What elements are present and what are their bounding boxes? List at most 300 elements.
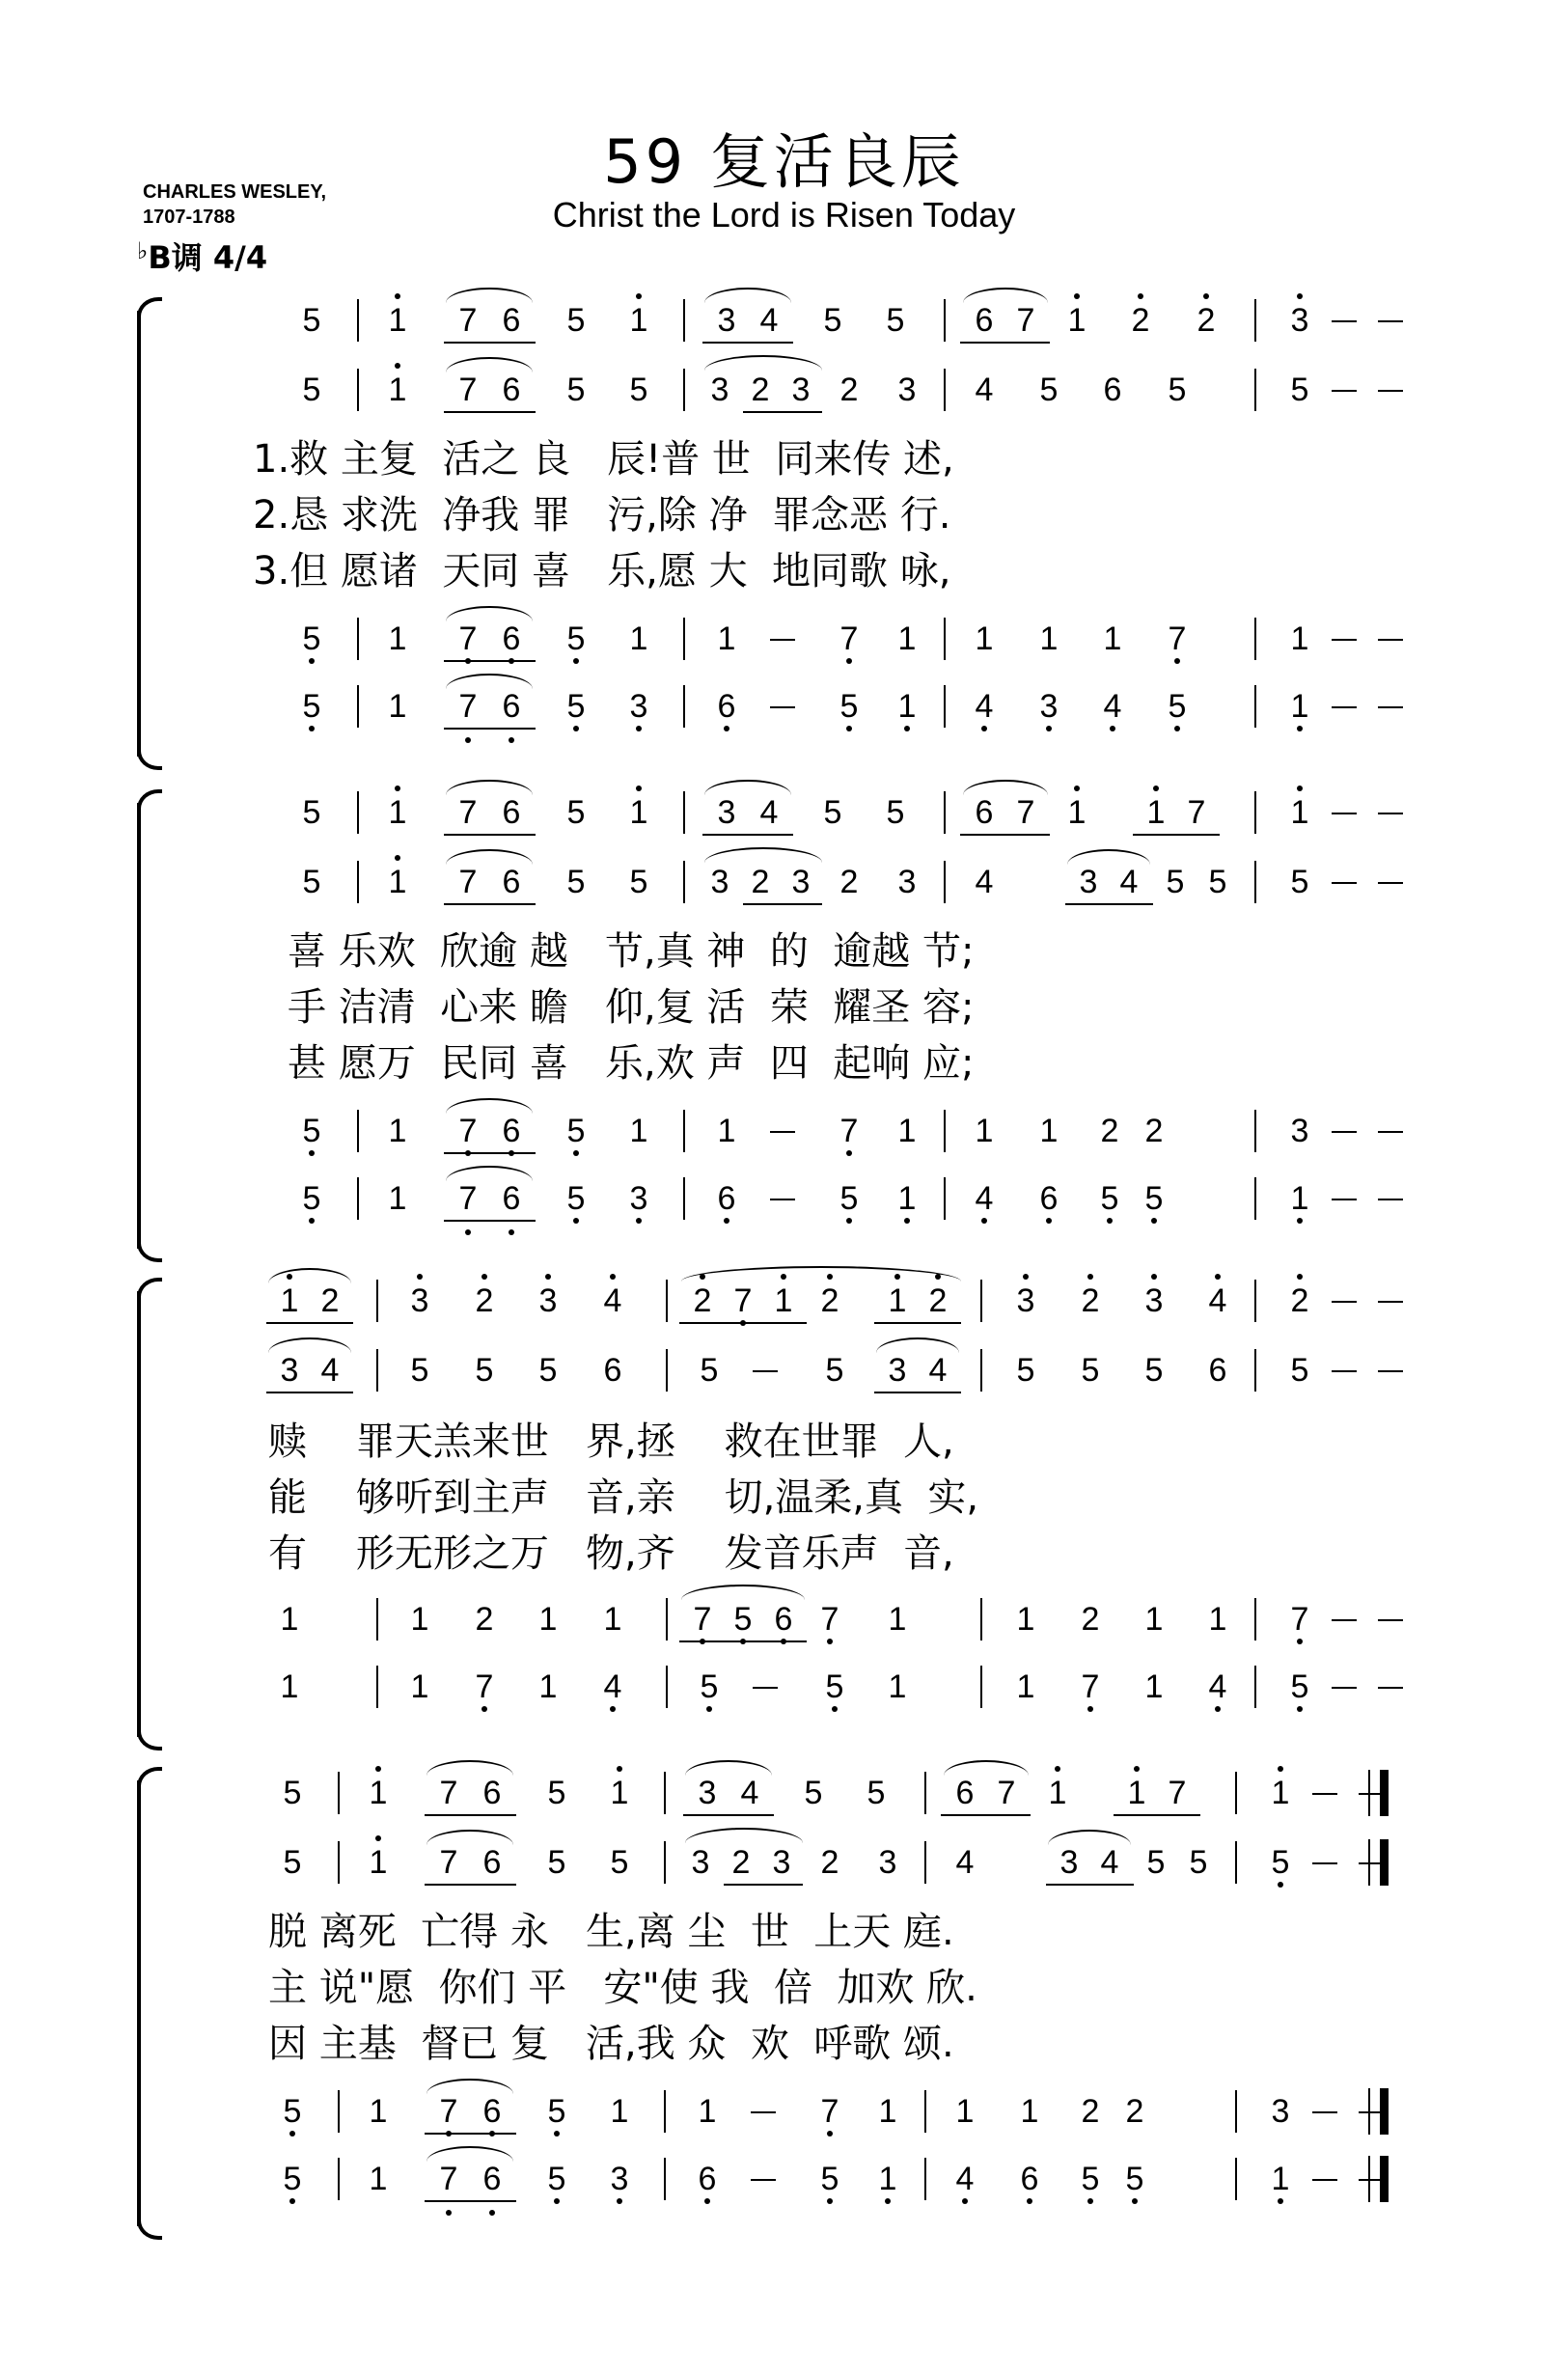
note-digit: 5 xyxy=(283,1775,302,1811)
slur xyxy=(704,847,822,863)
note-digit: 3 xyxy=(629,688,648,725)
note-digit: 3 xyxy=(791,372,811,408)
note-digit: 2 xyxy=(1125,2093,1144,2130)
note xyxy=(1002,301,1050,340)
note-digit: 2 xyxy=(820,1282,839,1319)
octave-down-dot xyxy=(446,2210,452,2216)
note xyxy=(373,371,422,409)
note xyxy=(883,1179,931,1218)
barline xyxy=(338,2158,340,2200)
note-digit: 6 xyxy=(1208,1352,1227,1389)
barline xyxy=(357,685,359,728)
note-digit: 7 xyxy=(458,1180,478,1217)
note-digit: 1 xyxy=(388,688,407,725)
note-digit: 1 xyxy=(897,620,917,657)
slur xyxy=(944,1760,1029,1776)
note-digit: 1 xyxy=(888,1282,907,1319)
note xyxy=(1153,371,1201,409)
note-digit: 3 xyxy=(610,2161,629,2197)
note-digit: 5 xyxy=(566,302,586,339)
barline xyxy=(944,861,946,903)
note xyxy=(552,863,600,901)
note-digit: 2 xyxy=(1081,1282,1100,1319)
octave-down-dot xyxy=(636,726,642,731)
sustain-dash xyxy=(753,1370,778,1372)
sustain-dash xyxy=(1312,1862,1337,1864)
note xyxy=(589,1282,637,1320)
note xyxy=(1066,2092,1114,2131)
note-digit: 6 xyxy=(1039,1180,1059,1217)
note xyxy=(1130,1668,1178,1706)
note-digit: 7 xyxy=(458,372,478,408)
octave-down-dot xyxy=(885,2198,891,2204)
note xyxy=(288,1179,336,1218)
final-barline-thick xyxy=(1380,1839,1389,1886)
sustain-dash xyxy=(1332,390,1357,392)
octave-down-dot xyxy=(1046,1218,1052,1224)
note-digit: 5 xyxy=(700,1668,719,1705)
slur xyxy=(426,2079,513,2094)
octave-down-dot xyxy=(509,1229,514,1235)
sustain-dash xyxy=(1378,1370,1403,1372)
note-digit: 7 xyxy=(820,2093,839,2130)
note-digit: 1 xyxy=(388,794,407,831)
note-digit: 5 xyxy=(1081,2161,1100,2197)
note xyxy=(354,2092,402,2131)
note-digit: 1 xyxy=(610,1775,629,1811)
note xyxy=(1053,793,1101,832)
note xyxy=(552,1179,600,1218)
note-digit: 5 xyxy=(1144,1180,1164,1217)
note xyxy=(615,687,663,726)
note xyxy=(1194,1351,1242,1390)
note xyxy=(468,1843,516,1882)
slur xyxy=(446,1098,533,1114)
note-digit: 1 xyxy=(1146,794,1166,831)
barline xyxy=(980,1598,982,1640)
sustain-dash xyxy=(1332,1687,1357,1689)
note xyxy=(1194,1668,1242,1706)
note-digit: 1 xyxy=(955,2093,975,2130)
lyric-line: 3.但 愿诸 天同 喜 乐,愿 大 地同歌 咏, xyxy=(253,549,951,593)
note xyxy=(1130,1351,1178,1390)
note-digit: 5 xyxy=(804,1775,823,1811)
slur xyxy=(426,1760,513,1776)
note-digit: 3 xyxy=(538,1282,558,1319)
note xyxy=(288,371,336,409)
note-digit: 5 xyxy=(302,302,321,339)
barline xyxy=(683,618,685,660)
slur xyxy=(681,1266,961,1282)
note-digit: 7 xyxy=(439,2093,458,2130)
octave-down-dot xyxy=(904,726,910,731)
note-digit: 6 xyxy=(603,1352,622,1389)
barline xyxy=(683,299,685,342)
beam-underline xyxy=(425,1814,516,1816)
note-digit: 1 xyxy=(1144,1668,1164,1705)
note-digit: 2 xyxy=(839,372,859,408)
octave-down-dot xyxy=(706,1706,712,1712)
note-digit: 1 xyxy=(774,1282,793,1319)
barline xyxy=(664,2090,666,2133)
octave-down-dot xyxy=(832,1706,838,1712)
note xyxy=(288,863,336,901)
note-digit: 5 xyxy=(1290,372,1309,408)
note-digit: 1 xyxy=(1290,620,1309,657)
note xyxy=(825,863,873,901)
barline xyxy=(944,1177,946,1220)
sustain-dash xyxy=(1332,882,1357,884)
author-name: CHARLES WESLEY, xyxy=(143,181,327,203)
octave-down-dot xyxy=(1278,1882,1283,1888)
note-digit: 5 xyxy=(1290,864,1309,900)
octave-down-dot xyxy=(1132,2198,1138,2204)
note-digit: 1 xyxy=(1067,302,1087,339)
beam-underline xyxy=(444,660,536,662)
slur xyxy=(446,1166,533,1181)
beam-underline xyxy=(425,2200,516,2202)
note-digit: 1 xyxy=(629,794,648,831)
note-digit: 5 xyxy=(302,688,321,725)
slur xyxy=(704,288,791,303)
note xyxy=(487,1179,536,1218)
note-digit: 1 xyxy=(280,1601,299,1638)
note-digit: 1 xyxy=(975,620,994,657)
lyric-line: 因 主基 督已 复 活,我 众 欢 呼歌 颂. xyxy=(268,2022,954,2066)
note-digit: 1 xyxy=(1067,794,1087,831)
note-digit: 3 xyxy=(1016,1282,1035,1319)
note-digit: 2 xyxy=(731,1844,751,1881)
note-digit: 5 xyxy=(700,1352,719,1389)
octave-down-dot xyxy=(1027,2198,1032,2204)
sustain-dash xyxy=(1378,390,1403,392)
note-digit: 3 xyxy=(1144,1282,1164,1319)
note xyxy=(1172,793,1221,832)
note-digit: 5 xyxy=(475,1352,494,1389)
slur xyxy=(1048,1830,1131,1845)
barline xyxy=(376,1666,378,1708)
octave-down-dot xyxy=(827,2198,833,2204)
octave-down-dot xyxy=(489,2210,495,2216)
note xyxy=(524,1282,572,1320)
note-digit: 5 xyxy=(283,2161,302,2197)
note xyxy=(425,2160,473,2198)
final-barline-thin xyxy=(1368,1839,1370,1886)
note xyxy=(487,371,536,409)
note xyxy=(960,687,1008,726)
note-digit: 2 xyxy=(1100,1113,1119,1149)
note xyxy=(1025,1112,1073,1150)
octave-up-dot xyxy=(395,786,400,791)
note xyxy=(1194,1282,1242,1320)
note xyxy=(268,1774,316,1812)
note xyxy=(589,1351,637,1390)
note xyxy=(1005,2092,1054,2131)
octave-up-dot xyxy=(1278,1766,1283,1772)
octave-down-dot xyxy=(704,2198,710,2204)
lyric-line: 2.恳 求洗 净我 罪 污,除 净 罪念恶 行. xyxy=(253,493,951,538)
note xyxy=(589,1600,637,1639)
note xyxy=(265,1668,314,1706)
note xyxy=(373,620,422,658)
beam-underline xyxy=(743,903,822,905)
barline xyxy=(357,791,359,834)
note-digit: 4 xyxy=(740,1775,759,1811)
note xyxy=(487,687,536,726)
note-digit: 6 xyxy=(502,688,521,725)
note xyxy=(487,793,536,832)
note-digit: 3 xyxy=(1290,302,1309,339)
note-digit: 5 xyxy=(1166,864,1185,900)
note-digit: 4 xyxy=(955,1844,975,1881)
note-digit: 7 xyxy=(439,1844,458,1881)
note xyxy=(460,1600,509,1639)
note xyxy=(1174,1843,1223,1882)
note-digit: 5 xyxy=(410,1352,429,1389)
barline xyxy=(944,791,946,834)
note-digit: 4 xyxy=(928,1352,948,1389)
note-digit: 1 xyxy=(629,620,648,657)
note xyxy=(552,301,600,340)
barline xyxy=(338,2090,340,2133)
note xyxy=(524,1351,572,1390)
note xyxy=(268,1843,316,1882)
note xyxy=(1276,1668,1324,1706)
note-digit: 1 xyxy=(280,1668,299,1705)
note xyxy=(1002,1668,1050,1706)
note-digit: 5 xyxy=(566,1113,586,1149)
note-digit: 6 xyxy=(774,1601,793,1638)
barline xyxy=(1235,1841,1237,1884)
note-digit: 3 xyxy=(691,1844,710,1881)
octave-up-dot xyxy=(395,363,400,369)
note xyxy=(1086,1179,1134,1218)
note xyxy=(1130,1600,1178,1639)
barline xyxy=(980,1349,982,1392)
sustain-dash xyxy=(753,1687,778,1689)
note-digit: 7 xyxy=(458,302,478,339)
note-digit: 4 xyxy=(1208,1668,1227,1705)
note-digit: 5 xyxy=(610,1844,629,1881)
barline xyxy=(683,1110,685,1152)
slur xyxy=(426,1830,513,1845)
barline xyxy=(376,1349,378,1392)
note-digit: 5 xyxy=(538,1352,558,1389)
note xyxy=(759,1282,808,1320)
note xyxy=(444,863,492,901)
note-digit: 5 xyxy=(1189,1844,1208,1881)
note-digit: 3 xyxy=(717,302,736,339)
note xyxy=(685,1668,733,1706)
note-digit: 3 xyxy=(717,794,736,831)
note xyxy=(1033,1774,1082,1812)
beam-underline xyxy=(1114,1814,1200,1816)
note-digit: 4 xyxy=(759,302,779,339)
note-digit: 5 xyxy=(839,688,859,725)
note-digit: 1 xyxy=(610,2093,629,2130)
note xyxy=(1130,1282,1178,1320)
note xyxy=(806,1843,854,1882)
barline xyxy=(980,1666,982,1708)
note-digit: 7 xyxy=(839,1113,859,1149)
note xyxy=(524,1668,572,1706)
barline xyxy=(683,791,685,834)
note xyxy=(1276,793,1324,832)
sustain-dash xyxy=(1312,2179,1337,2181)
slur xyxy=(704,355,822,371)
note xyxy=(1002,1282,1050,1320)
sustain-dash xyxy=(770,1199,795,1200)
octave-up-dot xyxy=(395,855,400,861)
lyric-line: 能 够听到主声 音,亲 切,温柔,真 实, xyxy=(268,1475,979,1520)
note xyxy=(444,620,492,658)
note-digit: 2 xyxy=(928,1282,948,1319)
note xyxy=(683,2092,731,2131)
note-digit: 6 xyxy=(502,794,521,831)
note xyxy=(960,863,1008,901)
note xyxy=(373,687,422,726)
octave-down-dot xyxy=(1107,1218,1113,1224)
note xyxy=(1130,1179,1178,1218)
note xyxy=(460,1668,509,1706)
note xyxy=(1276,301,1324,340)
barline xyxy=(683,685,685,728)
beam-underline xyxy=(444,342,536,344)
note xyxy=(1088,687,1137,726)
lyric-line: 赎 罪天羔来世 界,拯 救在世罪 人, xyxy=(268,1420,954,1464)
note xyxy=(683,1774,731,1812)
note-digit: 4 xyxy=(603,1668,622,1705)
note-digit: 5 xyxy=(629,372,648,408)
slur xyxy=(446,288,533,303)
octave-up-dot xyxy=(1297,786,1303,791)
octave-down-dot xyxy=(1297,726,1303,731)
note-digit: 7 xyxy=(1081,1668,1100,1705)
note-digit: 3 xyxy=(280,1352,299,1389)
sustain-dash xyxy=(1332,1619,1357,1621)
barline xyxy=(338,1772,340,1814)
note xyxy=(1276,1600,1324,1639)
note xyxy=(759,1600,808,1639)
note xyxy=(702,620,751,658)
note-digit: 3 xyxy=(1271,2093,1290,2130)
octave-down-dot xyxy=(573,726,579,731)
note-digit: 5 xyxy=(1016,1352,1035,1389)
note xyxy=(1025,620,1073,658)
note-digit: 7 xyxy=(1168,1775,1187,1811)
octave-down-dot xyxy=(509,737,514,743)
octave-down-dot xyxy=(309,658,315,664)
note xyxy=(825,1112,873,1150)
final-barline-thin xyxy=(1368,2088,1370,2135)
note-digit: 5 xyxy=(302,1180,321,1217)
note-digit: 6 xyxy=(975,302,994,339)
note-digit: 1 xyxy=(369,1844,388,1881)
note xyxy=(444,371,492,409)
note xyxy=(1066,1351,1114,1390)
lyric-line: 脱 离死 亡得 永 生,离 尘 世 上天 庭. xyxy=(268,1910,954,1954)
note-digit: 1 xyxy=(603,1601,622,1638)
octave-down-dot xyxy=(846,1218,852,1224)
note-digit: 1 xyxy=(888,1601,907,1638)
note-digit: 1 xyxy=(1127,1775,1146,1811)
lyric-line: 喜 乐欢 欣逾 越 节,真 神 的 逾越 节; xyxy=(288,929,975,974)
note xyxy=(864,1843,912,1882)
note xyxy=(883,863,931,901)
beam-underline xyxy=(266,1392,353,1393)
octave-down-dot xyxy=(481,1706,487,1712)
note xyxy=(425,1843,473,1882)
beam-underline xyxy=(874,1322,961,1324)
note xyxy=(373,1112,422,1150)
note xyxy=(745,301,793,340)
beam-underline xyxy=(444,728,536,730)
barline xyxy=(683,369,685,411)
note xyxy=(615,301,663,340)
note xyxy=(1105,863,1153,901)
note xyxy=(1151,863,1199,901)
note-digit: 5 xyxy=(547,2161,566,2197)
slur xyxy=(963,780,1048,795)
note xyxy=(702,793,751,832)
note-digit: 1 xyxy=(888,1668,907,1705)
octave-up-dot xyxy=(375,1835,381,1841)
note xyxy=(589,1668,637,1706)
beam-underline xyxy=(743,411,822,413)
octave-down-dot xyxy=(846,1150,852,1156)
barline xyxy=(1254,685,1256,728)
sustain-dash xyxy=(1378,813,1403,814)
note-digit: 2 xyxy=(475,1601,494,1638)
octave-down-dot xyxy=(289,2131,295,2137)
sustain-dash xyxy=(1332,320,1357,322)
note xyxy=(396,1351,444,1390)
page-title: 59 复活良辰 xyxy=(603,126,965,197)
note-digit: 1 xyxy=(1290,1180,1309,1217)
octave-up-dot xyxy=(1087,1274,1093,1280)
note xyxy=(396,1282,444,1320)
sustain-dash xyxy=(1378,1687,1403,1689)
note xyxy=(268,2160,316,2198)
note-digit: 1 xyxy=(410,1601,429,1638)
note xyxy=(533,1843,581,1882)
note-digit: 1 xyxy=(897,1180,917,1217)
note xyxy=(524,1600,572,1639)
note-digit: 1 xyxy=(410,1668,429,1705)
slur xyxy=(446,849,533,865)
note xyxy=(871,301,920,340)
note xyxy=(595,1774,644,1812)
barline xyxy=(376,1280,378,1322)
note xyxy=(883,371,931,409)
note-digit: 5 xyxy=(820,2161,839,2197)
note xyxy=(1005,2160,1054,2198)
octave-up-dot xyxy=(1203,293,1209,299)
barline xyxy=(683,1177,685,1220)
note-digit: 6 xyxy=(502,302,521,339)
note-digit: 2 xyxy=(1144,1113,1164,1149)
octave-down-dot xyxy=(465,737,471,743)
note xyxy=(373,301,422,340)
octave-up-dot xyxy=(395,293,400,299)
slur xyxy=(268,1337,351,1353)
note-digit: 5 xyxy=(547,1844,566,1881)
note xyxy=(914,1351,962,1390)
barline xyxy=(1254,1349,1256,1392)
note xyxy=(726,1774,774,1812)
lyric-line: 手 洁清 心来 瞻 仰,复 活 荣 耀圣 容; xyxy=(288,985,975,1030)
note-digit: 3 xyxy=(897,864,917,900)
